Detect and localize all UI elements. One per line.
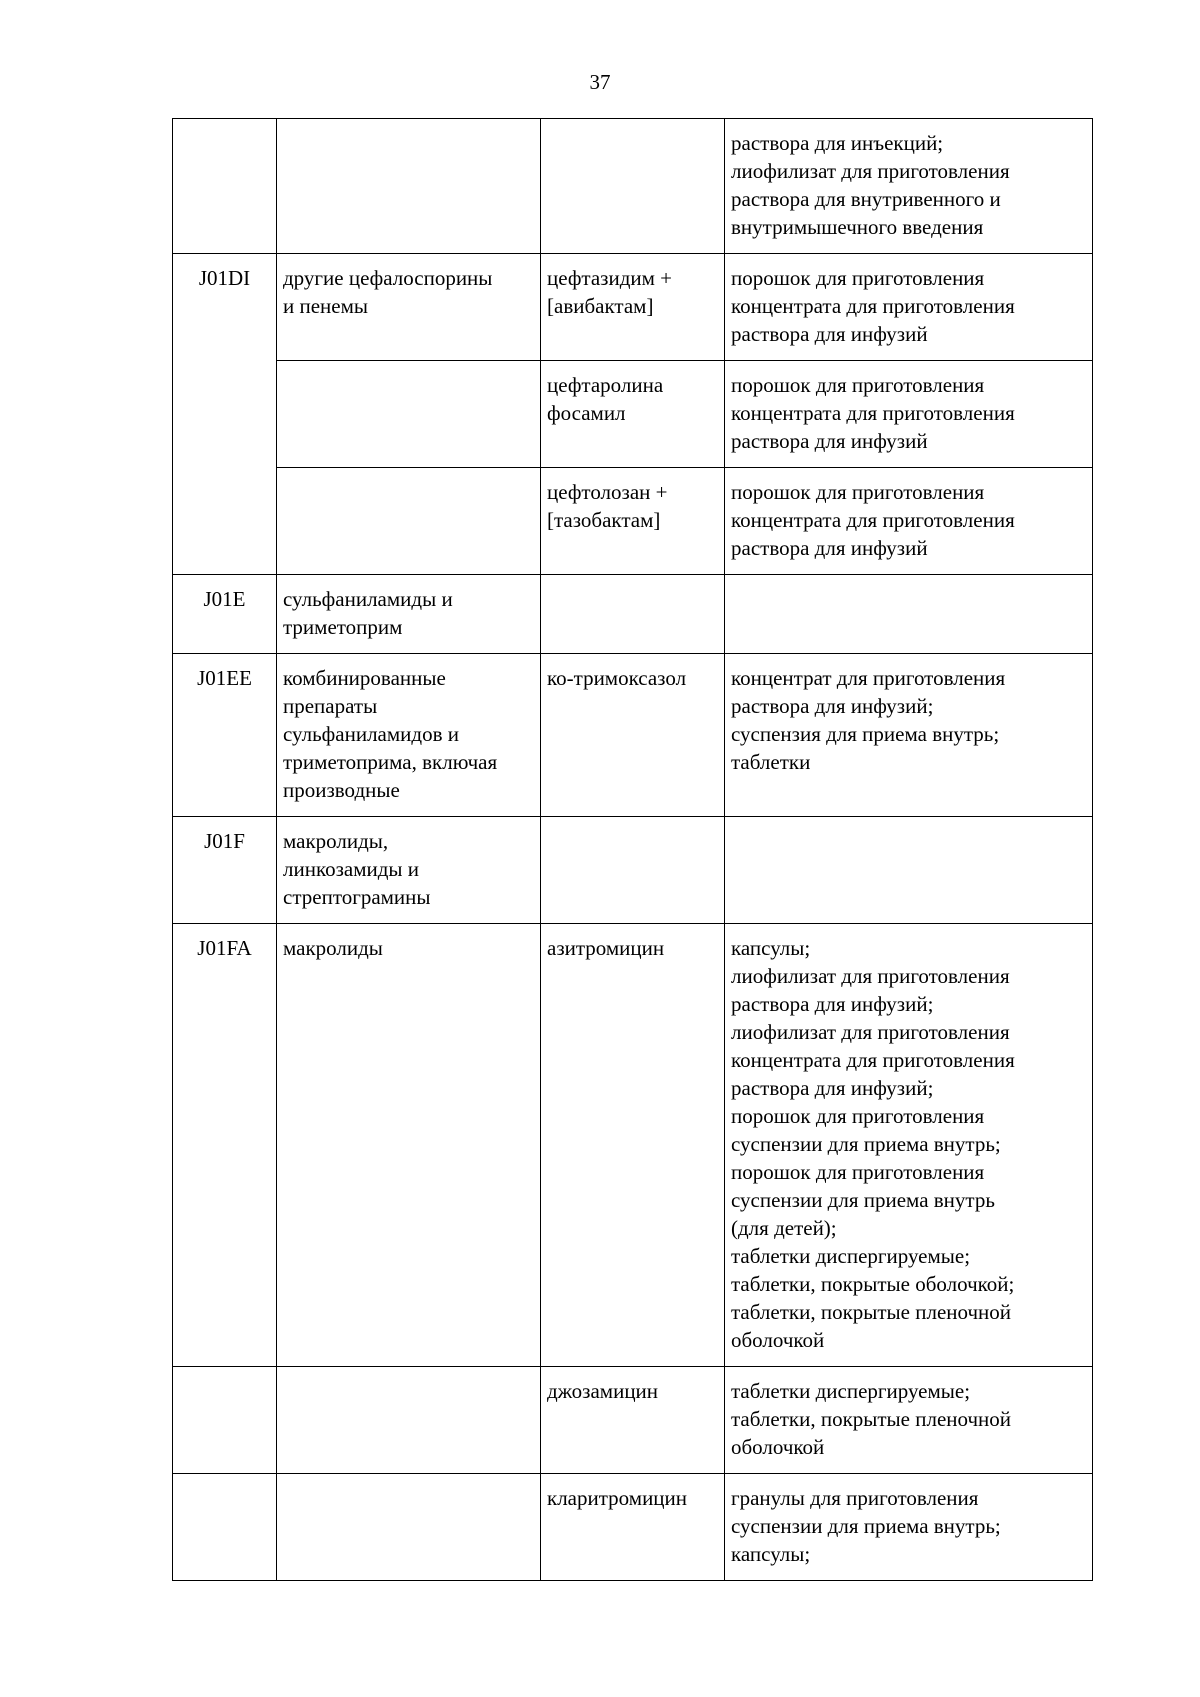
- drug-name-cell: [541, 817, 725, 924]
- dosage-form-cell: [725, 924, 1093, 1367]
- table-row: [173, 575, 1093, 654]
- table-row: [173, 1474, 1093, 1581]
- dosage-form-line: оболочкой: [731, 1435, 825, 1459]
- drug-name-line: азитромицин: [547, 936, 665, 960]
- group-name-cell: [277, 361, 541, 468]
- atc-code-cell: [173, 254, 277, 361]
- group-name-cell: [277, 924, 541, 1367]
- atc-code-cell: [173, 1474, 277, 1581]
- table-row: [173, 1367, 1093, 1474]
- dosage-form-line: раствора для инфузий: [731, 536, 928, 560]
- dosage-form-line: таблетки, покрытые пленочной: [731, 1407, 1012, 1431]
- atc-code: J01FA: [197, 936, 252, 960]
- drug-name-cell: [541, 254, 725, 361]
- table-row: [173, 817, 1093, 924]
- drug-name-cell: [541, 1474, 725, 1581]
- drug-name-line: [тазобактам]: [547, 508, 661, 532]
- dosage-form-line: раствора для инфузий;: [731, 1076, 934, 1100]
- dosage-form-line: таблетки, покрытые пленочной: [731, 1300, 1012, 1324]
- atc-code-cell: [173, 654, 277, 817]
- drug-table: [172, 118, 1093, 1581]
- atc-code-cell: [173, 468, 277, 575]
- group-name-cell: [277, 654, 541, 817]
- table-body: [173, 119, 1093, 1581]
- dosage-form-cell: [725, 361, 1093, 468]
- group-name-line: стрептограмины: [283, 885, 431, 909]
- dosage-form-line: раствора для инфузий: [731, 322, 928, 346]
- group-name-line: триметоприм: [283, 615, 403, 639]
- drug-name-cell: [541, 575, 725, 654]
- dosage-form-line: концентрата для приготовления: [731, 401, 1015, 425]
- atc-code: J01E: [203, 587, 246, 611]
- group-name-line: другие цефалоспорины: [283, 266, 493, 290]
- drug-name-cell: [541, 654, 725, 817]
- group-name-line: триметоприма, включая: [283, 750, 498, 774]
- dosage-form-cell: [725, 119, 1093, 254]
- drug-name-line: джозамицин: [547, 1379, 659, 1403]
- dosage-form-line: гранулы для приготовления: [731, 1486, 979, 1510]
- group-name-line: препараты: [283, 694, 378, 718]
- drug-name-line: цефтаролина: [547, 373, 664, 397]
- drug-name-cell: [541, 361, 725, 468]
- page-number: 37: [589, 70, 611, 94]
- atc-code-cell: [173, 361, 277, 468]
- drug-name-cell: [541, 468, 725, 575]
- atc-code: J01DI: [198, 266, 251, 290]
- dosage-form-line: порошок для приготовления: [731, 480, 985, 504]
- drug-name-cell: [541, 1367, 725, 1474]
- drug-name-cell: [541, 119, 725, 254]
- dosage-form-line: концентрата для приготовления: [731, 1048, 1015, 1072]
- dosage-form-cell: [725, 1474, 1093, 1581]
- group-name-line: и пенемы: [283, 294, 369, 318]
- dosage-form-line: суспензии для приема внутрь;: [731, 1514, 1001, 1538]
- dosage-form-line: концентрат для приготовления: [731, 666, 1006, 690]
- atc-code-cell: [173, 817, 277, 924]
- dosage-form-line: капсулы;: [731, 1542, 811, 1566]
- dosage-form-cell: [725, 575, 1093, 654]
- dosage-form-line: концентрата для приготовления: [731, 294, 1015, 318]
- dosage-form-line: таблетки, покрытые оболочкой;: [731, 1272, 1015, 1296]
- atc-code-cell: [173, 575, 277, 654]
- group-name-line: сульфаниламидов и: [283, 722, 459, 746]
- dosage-form-line: оболочкой: [731, 1328, 825, 1352]
- group-name-cell: [277, 254, 541, 361]
- dosage-form-line: концентрата для приготовления: [731, 508, 1015, 532]
- drug-name-line: фосамил: [547, 401, 626, 425]
- atc-code: J01F: [204, 829, 245, 853]
- drug-name-line: ко-тримоксазол: [547, 666, 687, 690]
- dosage-form-line: раствора для инфузий: [731, 429, 928, 453]
- group-name-cell: [277, 1367, 541, 1474]
- dosage-form-line: таблетки диспергируемые;: [731, 1379, 971, 1403]
- dosage-form-cell: [725, 1367, 1093, 1474]
- dosage-form-line: лиофилизат для приготовления: [731, 1020, 1010, 1044]
- drug-name-line: цефтазидим +: [547, 266, 673, 290]
- dosage-form-line: раствора для инъекций;: [731, 131, 944, 155]
- dosage-form-line: (для детей);: [731, 1216, 837, 1240]
- group-name-cell: [277, 119, 541, 254]
- dosage-form-cell: [725, 468, 1093, 575]
- group-name-line: макролиды: [283, 936, 383, 960]
- drug-name-line: цефтолозан +: [547, 480, 668, 504]
- dosage-form-line: суспензия для приема внутрь;: [731, 722, 1000, 746]
- dosage-form-line: лиофилизат для приготовления: [731, 964, 1010, 988]
- dosage-form-line: порошок для приготовления: [731, 373, 985, 397]
- drug-name-line: кларитромицин: [547, 1486, 688, 1510]
- dosage-form-cell: [725, 254, 1093, 361]
- group-name-cell: [277, 468, 541, 575]
- group-name-line: сульфаниламиды и: [283, 587, 453, 611]
- group-name-line: макролиды,: [283, 829, 389, 853]
- group-name-cell: [277, 575, 541, 654]
- group-name-line: линкозамиды и: [283, 857, 420, 881]
- dosage-form-line: суспензии для приема внутрь: [731, 1188, 995, 1212]
- table-row: [173, 361, 1093, 468]
- dosage-form-line: таблетки: [731, 750, 811, 774]
- atc-code: J01EE: [197, 666, 252, 690]
- dosage-form-line: таблетки диспергируемые;: [731, 1244, 971, 1268]
- atc-code-cell: [173, 1367, 277, 1474]
- dosage-form-line: раствора для инфузий;: [731, 992, 934, 1016]
- drug-name-line: [авибактам]: [547, 294, 654, 318]
- dosage-form-line: раствора для инфузий;: [731, 694, 934, 718]
- table-row: [173, 924, 1093, 1367]
- group-name-line: комбинированные: [283, 666, 446, 690]
- table-row: [173, 654, 1093, 817]
- dosage-form-line: внутримышечного введения: [731, 215, 984, 239]
- table-row: [173, 119, 1093, 254]
- dosage-form-line: порошок для приготовления: [731, 1104, 985, 1128]
- group-name-cell: [277, 817, 541, 924]
- dosage-form-line: порошок для приготовления: [731, 1160, 985, 1184]
- atc-code-cell: [173, 924, 277, 1367]
- table-row: [173, 254, 1093, 361]
- dosage-form-line: порошок для приготовления: [731, 266, 985, 290]
- dosage-form-line: капсулы;: [731, 936, 811, 960]
- table-row: [173, 468, 1093, 575]
- dosage-form-line: раствора для внутривенного и: [731, 187, 1001, 211]
- drug-name-cell: [541, 924, 725, 1367]
- atc-code-cell: [173, 119, 277, 254]
- dosage-form-line: суспензии для приема внутрь;: [731, 1132, 1001, 1156]
- group-name-line: производные: [283, 778, 400, 802]
- dosage-form-cell: [725, 654, 1093, 817]
- group-name-cell: [277, 1474, 541, 1581]
- dosage-form-cell: [725, 817, 1093, 924]
- dosage-form-line: лиофилизат для приготовления: [731, 159, 1010, 183]
